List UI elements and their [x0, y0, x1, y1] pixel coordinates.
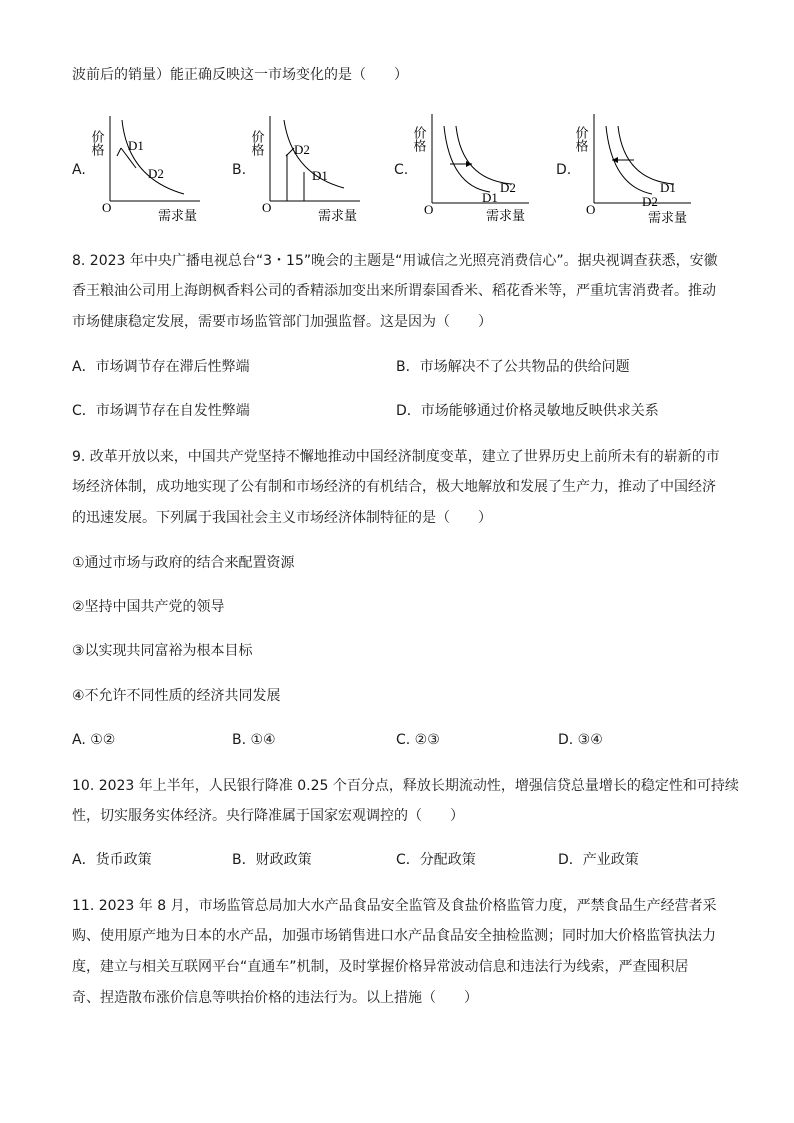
- q8-option-a: A．市场调节存在滞后性弊端: [72, 359, 250, 375]
- option-b-letter: B.: [232, 162, 247, 178]
- curve-label: D2: [148, 166, 164, 181]
- curve-label: D1: [660, 180, 676, 195]
- graph-option-d: [556, 108, 746, 223]
- q9-option-d: D. ③④: [558, 732, 603, 748]
- q11-line: 11. 2023 年 8 月，市场监管总局加大水产品食品安全监管及食盐价格监管力度，严禁食品生产经营者采: [72, 898, 717, 914]
- q11-line: 购、使用原产地为日本的水产品，加强市场销售进口水产品食品安全抽检监测；同时加大价格监管执法力: [72, 928, 716, 944]
- q10-option-d: D．产业政策: [558, 852, 639, 868]
- q11-line: 度，建立与相关互联网平台“直通车”机制，及时掌握价格异常波动信息和违法行为线索，严查囤积居: [72, 959, 689, 975]
- q8-line: 香王粮油公司用上海朗枫香料公司的香精添加变出来所谓泰国香米、稻花香米等，严重坑害消费者。推动: [72, 283, 716, 299]
- q8-line: 市场健康稳定发展，需要市场监管部门加强监督。这是因为（ ）: [72, 314, 492, 330]
- price-axis-label: 价格: [411, 126, 427, 152]
- curve-label: D1: [312, 168, 328, 183]
- price-axis-label: 价格: [573, 126, 589, 152]
- option-a-letter: A.: [72, 162, 86, 178]
- q10-line: 性，切实服务实体经济。央行降准属于国家宏观调控的（ ）: [72, 808, 464, 824]
- q8-line: 8. 2023 年中央广播电视总台“3・15”晚会的主题是“用诚信之光照亮消费信心”。据央视调查获悉，安徽: [72, 253, 718, 269]
- q7-stem-tail: 波前后的销量）能正确反映这一市场变化的是（ ）: [72, 67, 408, 83]
- quantity-axis-label: 需求量: [158, 208, 198, 223]
- curve-label: D2: [500, 180, 516, 195]
- curve-label: D1: [482, 190, 498, 205]
- option-d-letter: D.: [556, 162, 572, 178]
- q8-option-c: C．市场调节存在自发性弊端: [72, 403, 250, 419]
- q9-item: ④不允许不同性质的经济共同发展: [72, 688, 281, 704]
- q10-option-b: B．财政政策: [232, 852, 312, 868]
- q9-option-c: C. ②③: [396, 732, 440, 748]
- q9-item: ③以实现共同富裕为根本目标: [72, 643, 253, 659]
- q9-item: ①通过市场与政府的结合来配置资源: [72, 555, 295, 571]
- origin-label: O: [424, 202, 434, 217]
- q9-line: 的迅速发展。下列属于我国社会主义市场经济体制特征的是（ ）: [72, 510, 492, 526]
- q8-option-d: D．市场能够通过价格灵敏地反映供求关系: [396, 403, 659, 419]
- origin-label: O: [262, 200, 272, 215]
- q10-line: 10. 2023 年上半年，人民银行降准 0.25 个百分点，释放长期流动性，增强信贷总量增长的稳定性和可持续: [72, 778, 739, 794]
- demand-graph-a: [72, 108, 202, 223]
- demand-graph-c: [394, 108, 534, 223]
- quantity-axis-label: 需求量: [318, 208, 358, 223]
- q9-line: 9. 改革开放以来，中国共产党坚持不懈地推动中国经济制度变革，建立了世界历史上前所未有的崭新的市: [72, 449, 720, 465]
- demand-graph-b: [232, 108, 362, 223]
- q11-line: 奇、捏造散布涨价信息等哄抬价格的违法行为。以上措施（ ）: [72, 990, 478, 1006]
- curve-label: D2: [642, 194, 658, 209]
- q9-item: ②坚持中国共产党的领导: [72, 599, 225, 615]
- q9-option-b: B. ①④: [232, 732, 276, 748]
- origin-label: O: [586, 202, 596, 217]
- curve-label: D2: [294, 142, 310, 157]
- origin-label: O: [102, 200, 112, 215]
- q10-option-c: C．分配政策: [396, 852, 476, 868]
- price-axis-label: 价格: [89, 130, 105, 156]
- q10-option-a: A．货币政策: [72, 852, 152, 868]
- curve-label: D1: [128, 138, 144, 153]
- demand-graph-d: [556, 108, 696, 223]
- quantity-axis-label: 需求量: [486, 208, 526, 223]
- q9-option-a: A. ①②: [72, 732, 116, 748]
- q9-line: 场经济体制，成功地实现了公有制和市场经济的有机结合，极大地解放和发展了生产力，推动了中国经济: [72, 479, 716, 495]
- price-axis-label: 价格: [249, 130, 265, 156]
- q8-option-b: B．市场解决不了公共物品的供给问题: [396, 359, 630, 375]
- quantity-axis-label: 需求量: [648, 210, 688, 225]
- option-c-letter: C.: [394, 162, 409, 178]
